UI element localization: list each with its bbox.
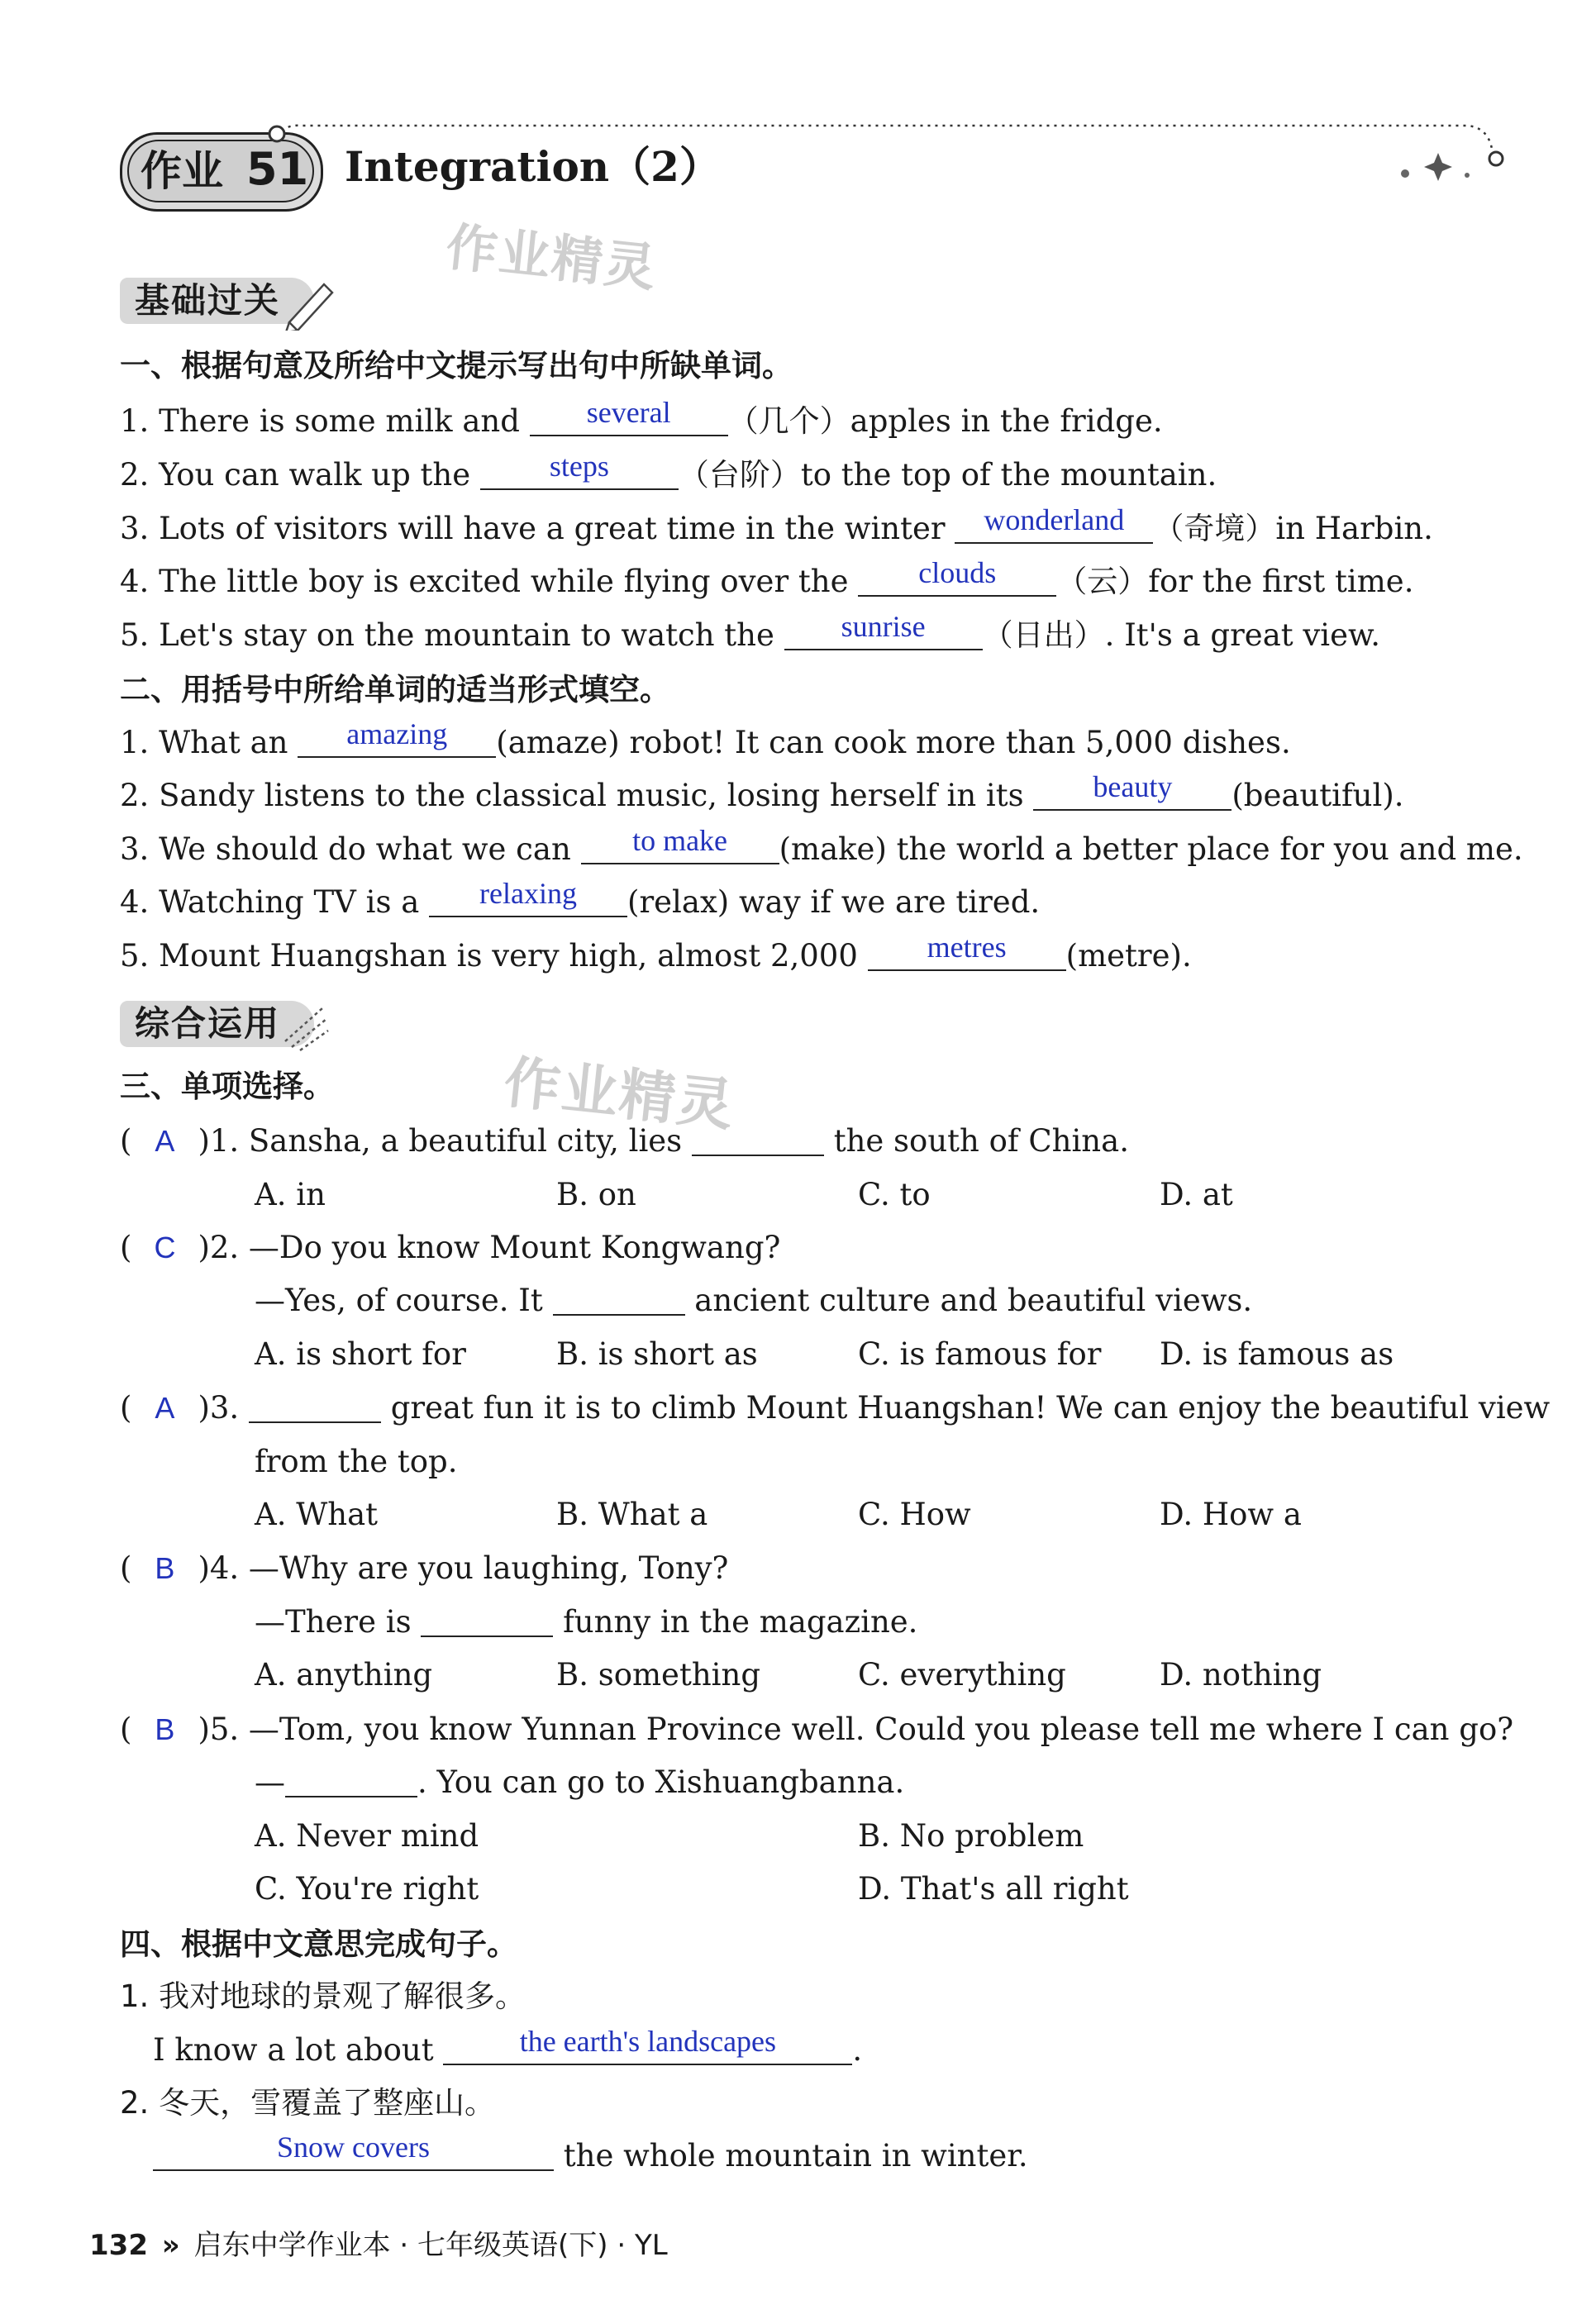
badge-label: 作业	[141, 147, 223, 195]
book-title: 启东中学作业本 · 七年级英语(下) · YL	[193, 2229, 668, 2262]
answer-text: beauty	[1093, 770, 1173, 803]
option: A. is short for	[255, 1336, 466, 1372]
pencil-icon	[281, 273, 339, 331]
option: B. something	[556, 1657, 761, 1693]
answer-text: wonderland	[984, 503, 1125, 536]
option: A. What	[255, 1497, 379, 1532]
option: A. Never mind	[255, 1818, 479, 1854]
page-title: Integration（2）	[345, 142, 721, 191]
answer-text: sunrise	[841, 610, 926, 643]
option: C. to	[858, 1177, 931, 1212]
answer-text: to make	[632, 824, 728, 857]
answer-text: amazing	[346, 717, 448, 750]
s4-item-2: Snow covers the whole mountain in winter.	[153, 2133, 1028, 2179]
answer-text: metres	[927, 931, 1007, 964]
answer-letter: A	[155, 1391, 175, 1425]
option: B. is short as	[556, 1336, 758, 1372]
option: D. is famous as	[1160, 1336, 1394, 1372]
answer-text: several	[586, 396, 671, 429]
answer-letter: A	[155, 1124, 175, 1158]
answer-letter: C	[154, 1231, 176, 1264]
s1-item-4: 4. The little boy is excited while flying over the clouds （云）for the first time.	[120, 556, 1414, 599]
answer-text: relaxing	[479, 877, 577, 910]
option: C. You're right	[255, 1871, 479, 1907]
s1-item-2: 2. You can walk up the steps （台阶）to the top of the mountain.	[120, 450, 1217, 493]
option: C. is famous for	[858, 1336, 1102, 1372]
question-line: —There is funny in the magazine.	[255, 1604, 918, 1640]
s1-item-5: 5. Let's stay on the mountain to watch the sunrise （日出）. It's a great view.	[120, 610, 1381, 653]
header-dotted-line	[120, 116, 1508, 223]
answer-text: the earth's landscapes	[519, 2025, 777, 2058]
s2-item-4: 4. Watching TV is a relaxing (relax) way if we are tired.	[120, 877, 1041, 920]
sparkle-icon	[277, 996, 335, 1054]
answer-text: clouds	[918, 556, 997, 589]
section-tag-applied: 综合运用	[120, 996, 318, 1050]
s1-item-1: 1. There is some milk and several （几个）apples in the fridge.	[120, 396, 1163, 439]
option: A. anything	[255, 1657, 433, 1693]
s2-item-1: 1. What an amazing (amaze) robot! It can cook more than 5,000 dishes.	[120, 717, 1291, 760]
watermark: 作业精灵	[443, 216, 660, 299]
option: D. nothing	[1160, 1657, 1322, 1693]
s4-item-1-chinese: 1. 我对地球的景观了解很多。	[120, 1978, 526, 2014]
answer-letter: B	[155, 1551, 175, 1585]
s2-item-5: 5. Mount Huangshan is very high, almost 2,000 metres (metre).	[120, 931, 1192, 974]
question-line: from the top.	[255, 1444, 458, 1479]
mc-question-1: ( A )1. Sansha, a beautiful city, lies the south of China.	[120, 1123, 1129, 1159]
option: B. What a	[556, 1497, 708, 1532]
page-number: 132	[89, 2229, 148, 2262]
mc-question-3: ( A )3. great fun it is to climb Mount Huangshan! We can enjoy the beautiful view	[120, 1390, 1551, 1426]
option: C. everything	[858, 1657, 1066, 1693]
section-tag-basic: 基础过关	[120, 273, 318, 327]
question-line: —Yes, of course. It ancient culture and beautiful views.	[255, 1283, 1253, 1318]
badge-number: 51	[246, 143, 309, 195]
mc-question-4: ( B )4. —Why are you laughing, Tony?	[120, 1550, 729, 1586]
watermark: 作业精灵	[501, 1050, 738, 1140]
option: B. on	[556, 1177, 636, 1212]
mc-question-5: ( B )5. —Tom, you know Yunnan Province well. Could you please tell me where I can go?	[120, 1712, 1514, 1747]
s1-item-3: 3. Lots of visitors will have a great time in the winter wonderland （奇境）in Harbin.	[120, 503, 1433, 546]
option: D. at	[1160, 1177, 1233, 1212]
header	[120, 116, 1508, 223]
answer-letter: B	[155, 1712, 175, 1746]
s2-item-2: 2. Sandy listens to the classical music, losing herself in its beauty (beautiful).	[120, 770, 1404, 813]
option: B. No problem	[858, 1818, 1084, 1854]
footer	[89, 2225, 668, 2266]
option: D. How a	[1160, 1497, 1302, 1532]
option: A. in	[255, 1177, 326, 1212]
mc-question-2: ( C )2. —Do you know Mount Kongwang?	[120, 1230, 781, 1265]
section-3-heading: 三、单项选择。	[120, 1069, 334, 1104]
s4-item-2-chinese: 2. 冬天，雪覆盖了整座山。	[120, 2085, 496, 2121]
answer-text: Snow covers	[277, 2131, 430, 2164]
question-line: — . You can go to Xishuangbanna.	[255, 1764, 905, 1800]
section-2-heading: 二、用括号中所给单词的适当形式填空。	[120, 672, 670, 707]
chevron-right-icon: »	[161, 2229, 180, 2262]
section-1-heading: 一、根据句意及所给中文提示写出句中所缺单词。	[120, 348, 793, 383]
s2-item-3: 3. We should do what we can to make (make) the world a better place for you and me.	[120, 824, 1523, 867]
option: C. How	[858, 1497, 971, 1532]
option: D. That's all right	[858, 1871, 1129, 1907]
section-4-heading: 四、根据中文意思完成句子。	[120, 1926, 517, 1962]
s4-item-1: I know a lot about the earth's landscapes .	[153, 2025, 863, 2068]
answer-text: steps	[549, 450, 609, 483]
